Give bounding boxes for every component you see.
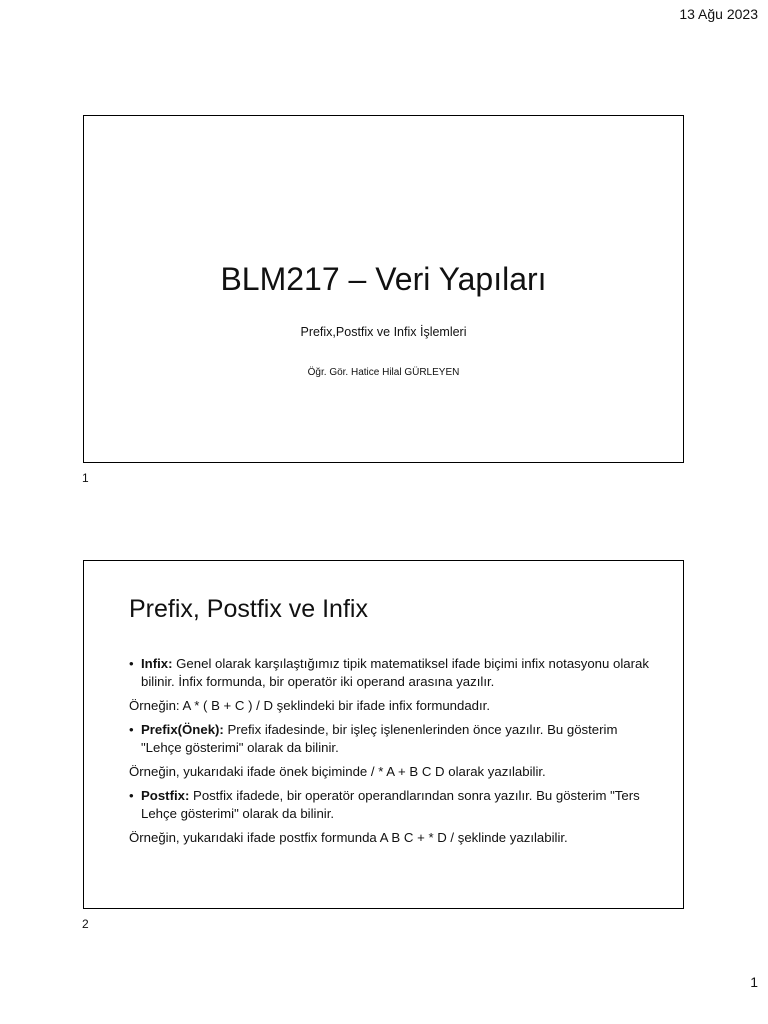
postfix-term: Postfix: — [141, 788, 190, 803]
infix-text: Genel olarak karşılaştığımız tipik matematiksel ifade biçimi infix notasyonu olarak bilinir. İnfix formunda, bir operatör iki operand arasına yazılır. — [141, 656, 649, 689]
infix-term: Infix: — [141, 656, 173, 671]
slide-2-body — [129, 655, 653, 847]
prefix-term: Prefix(Önek): — [141, 722, 224, 737]
prefix-text: Prefix ifadesinde, bir işleç işlenenlerinden önce yazılır. Bu gösterim "Lehçe gösterimi" olarak da bilinir. — [141, 722, 618, 755]
infix-example: Örneğin: A * ( B + C ) / D şeklindeki bir ifade infix formundadır. — [129, 698, 490, 713]
slide-1-title: BLM217 – Veri Yapıları — [220, 261, 547, 297]
page-number: 1 — [750, 974, 758, 990]
slide-2 — [83, 560, 684, 909]
bullet-prefix — [129, 721, 653, 757]
slide-2-number: 2 — [82, 917, 89, 931]
postfix-text: Postfix ifadede, bir operatör operandlarından sonra yazılır. Bu gösterim "Ters Lehçe gösterimi" olarak da bilinir. — [141, 788, 640, 821]
slide-1-number: 1 — [82, 471, 89, 485]
bullet-postfix — [129, 787, 653, 823]
prefix-example: Örneğin, yukarıdaki ifade önek biçiminde / * A + B C D olarak yazılabilir. — [129, 764, 546, 779]
bullet-infix — [129, 655, 653, 691]
slide-1-author: Öğr. Gör. Hatice Hilal GÜRLEYEN — [307, 367, 460, 378]
postfix-example: Örneğin, yukarıdaki ifade postfix formunda A B C + * D / şeklinde yazılabilir. — [129, 830, 568, 845]
document-date: 13 Ağu 2023 — [679, 6, 758, 22]
slide-2-title: Prefix, Postfix ve Infix — [129, 595, 368, 623]
slide-1-subtitle: Prefix,Postfix ve Infix İşlemleri — [300, 325, 467, 339]
slide-1 — [83, 115, 684, 463]
